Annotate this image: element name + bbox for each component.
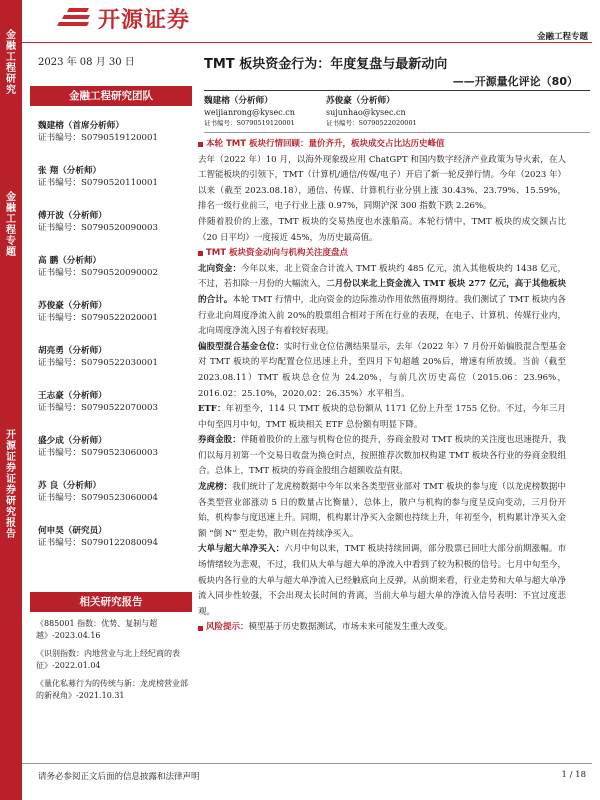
analyst-cert: 证书编号：S0790522070003 [38,403,158,413]
analyst-entry [38,120,190,144]
analyst-name: 苏俊豪（分析师） [38,301,107,311]
analyst-entry [38,480,190,504]
author-name: 魏建榕（分析师） [204,96,273,106]
author-block [204,95,295,128]
related-report-item[interactable]: 《量化私募行为的传统与新：龙虎榜营业部的新视角》-2021.10.31 [36,679,188,700]
related-report-item[interactable]: 《885001 指数：优势、复制与超越》-2023.04.16 [36,619,158,640]
company-logo [58,4,190,32]
report-title: TMT 板块资金行为：年度复盘与最新动向 [204,57,448,72]
analyst-cert: 证书编号：S0790522020001 [38,313,158,323]
header-divider [22,42,592,43]
analyst-entry [38,345,190,369]
related-report-item[interactable]: 《识别指数：内地营业与北上经纪商的表征》-2022.01.04 [36,649,180,670]
analyst-name: 张 翔（分析师） [38,166,102,176]
author-name: 苏俊豪（分析师） [326,96,395,106]
report-subtitle: ——开源量化评论（80） [452,75,578,88]
analyst-name: 何申昊（研究员） [38,526,107,536]
analyst-cert: 证书编号：S0790520090003 [38,223,158,233]
analyst-name: 高 鹏（分析师） [38,256,102,266]
analyst-entry [38,525,190,549]
author-block [326,95,417,128]
analyst-cert: 证书编号：S0790522030001 [38,358,158,368]
analyst-name: 胡亮勇（分析师） [38,346,107,356]
report-date: 2023 年 08 月 30 日 [38,57,135,68]
square-bullet-icon [198,626,203,631]
author-divider [204,132,590,133]
side-stripe [0,0,22,800]
author-cert: 证书编号：S0790519120001 [204,119,295,127]
square-bullet-icon [198,251,203,256]
paragraph-broker: 券商金股：伴随着股价的上涨与机构仓位的提升，券商金股对 TMT 板块的关注度也迅速提升，我们以每月初第一个交易日收盘为换仓时点，按照推荐次数加权构建 TMT 板块各行业的券商金股组合。总体上，TMT 板块的券商金股组合超额收益有限。 [198,435,566,477]
analyst-name: 王志豪（分析师） [38,391,107,401]
side-label-bottom: 开源证券 证券研究报告 [6,430,16,540]
author-email[interactable]: weijianrong@kysec.cn [204,108,295,117]
section-heading: 本轮 TMT 板块行情回顾：量价齐升，板块成交占比达历史峰值 [198,137,566,153]
title-divider [204,90,590,91]
analyst-entry [38,255,190,279]
paragraph-etf: ETF：年初至今，114 只 TMT 板块的总份额从 1171 亿份上升至 1755 亿份。不过，今年三月中旬至四月中旬，TMT 板块相关 ETF 总份额有明显下降。 [198,404,566,430]
paragraph-big-orders: 大单与超大单净买入：六月中旬以来，TMT 板块持续回调，部分股票已回吐大部分前期涨幅。市场情绪较为悲观，不过，我们从大单与超大单的净流入中看到了较为积极的信号。七月中旬至今，板块内各行业的大单与超大单净流入已经触底向上反弹，从前期来看，行业走势和大单与超大单净流入同步性较强，不会出现太长时间的背离，当前大单与超大单的净流入信号表明：不宜过度悲观。 [198,544,566,617]
report-category: 金融工程专题 [536,32,588,42]
logo-mark-icon [58,5,92,31]
page-number: 1 / 18 [561,770,586,780]
analyst-entry [38,390,190,414]
section-heading: TMT 板块资金动向与机构关注度盘点 [198,246,566,262]
analyst-cert: 证书编号：S0790122080094 [38,538,158,548]
risk-note: 风险提示：模型基于历史数据测试，市场未来可能发生重大改变。 [198,620,566,636]
analyst-cert: 证书编号：S0790523060003 [38,448,158,458]
footer-divider [22,763,592,764]
paragraph: 去年（2022 年）10 月，以海外现象级应用 ChatGPT 和国内数字经济产业政策为导火索，在人工智能板块的引领下，TMT（计算机/通信/传媒/电子）开启了新一轮反弹行情。今年（2023 年）以来（截至 2023.08.18），通信、传媒、计算机行业分别上涨 30.43%、23.79%、15.59%，排名一级行业前三，电子行业上涨 0.97%，同期沪深 300 指数下跌 2.26%。 [198,154,566,212]
analyst-name: 魏建榕（首席分析师） [38,121,124,131]
analyst-cert: 证书编号：S0790519120001 [38,133,158,143]
footer-disclaimer: 请务必参阅正文后面的信息披露和法律声明 [38,772,200,782]
analyst-cert: 证书编号：S0790520090002 [38,268,158,278]
logo-text: 开源证券 [98,7,191,33]
side-label-top: 金融工程研究 [6,30,16,96]
report-body [198,137,566,636]
author-cert: 证书编号：S0790522020001 [326,119,417,127]
analyst-name: 傅开波（分析师） [38,211,107,221]
related-heading: 相关研究报告 [30,592,192,612]
author-email[interactable]: sujunhao@kysec.cn [326,108,406,117]
analyst-entry [38,165,190,189]
analyst-name: 盛少成（分析师） [38,436,107,446]
analyst-cert: 证书编号：S0790520110001 [38,178,158,188]
analyst-name: 苏 良（分析师） [38,481,102,491]
paragraph-fund-position: 偏股型混合基金仓位：实时行业仓位估测结果显示，去年（2022 年）7 月份开始偏股混合型基金对 TMT 板块的平均配置仓位迅速上升，至四月下旬超越 20%后，增速有所放缓。当前（截至 2023.08.11）TMT 板块总仓位为 24.20%，与前几次历史高位（2015.06：23.96%，2016.02：25.10%，2020.02：26.35%）水平相当。 [198,341,566,399]
paragraph-northbound: 北向资金：今年以来，北上资金合计流入 TMT 板块约 485 亿元，流入其他板块约 1438 亿元，不过，若扣除一月份的大幅流入，二月份以来北上资金流入 TMT 板块 277 亿元，高于其他板块的合计。本轮 TMT 行情中，北向资金的边际推动作用依然值得期待。我们测试了 TMT 板块内各行业北向周度净流入前 20%的股票组合相对于所在行业的表现，在电子、计算机、传媒行业内，北向周度净流入因子有着较好表现。 [198,263,566,337]
paragraph: 伴随着股价的上涨，TMT 板块的交易热度也水涨船高。本轮行情中，TMT 板块的成交额占比（20 日平均）一度接近 45%，为历史最高值。 [198,216,566,243]
analyst-entry [38,210,190,234]
side-label-mid: 金融工程专题 [6,192,16,258]
analyst-entry [38,300,190,324]
paragraph-lhb: 龙虎榜：我们统计了龙虎榜数据中今年以来各类型营业部对 TMT 板块的参与度（以龙虎榜数据中各类型营业部涨动 5 日的数量占比衡量），总体上，散户与机构的参与度呈反向变动，三月份开始，机构参与度迅速上升。同期，机构累计净买入金额也持续上升，年初至今，机构累计净买入金额 “倒 N” 型走势，散户则在持续净买入。 [198,482,566,539]
analyst-cert: 证书编号：S0790523060004 [38,493,158,503]
analyst-entry [38,435,190,459]
team-heading: 金融工程研究团队 [30,86,192,106]
square-bullet-icon [198,142,203,147]
